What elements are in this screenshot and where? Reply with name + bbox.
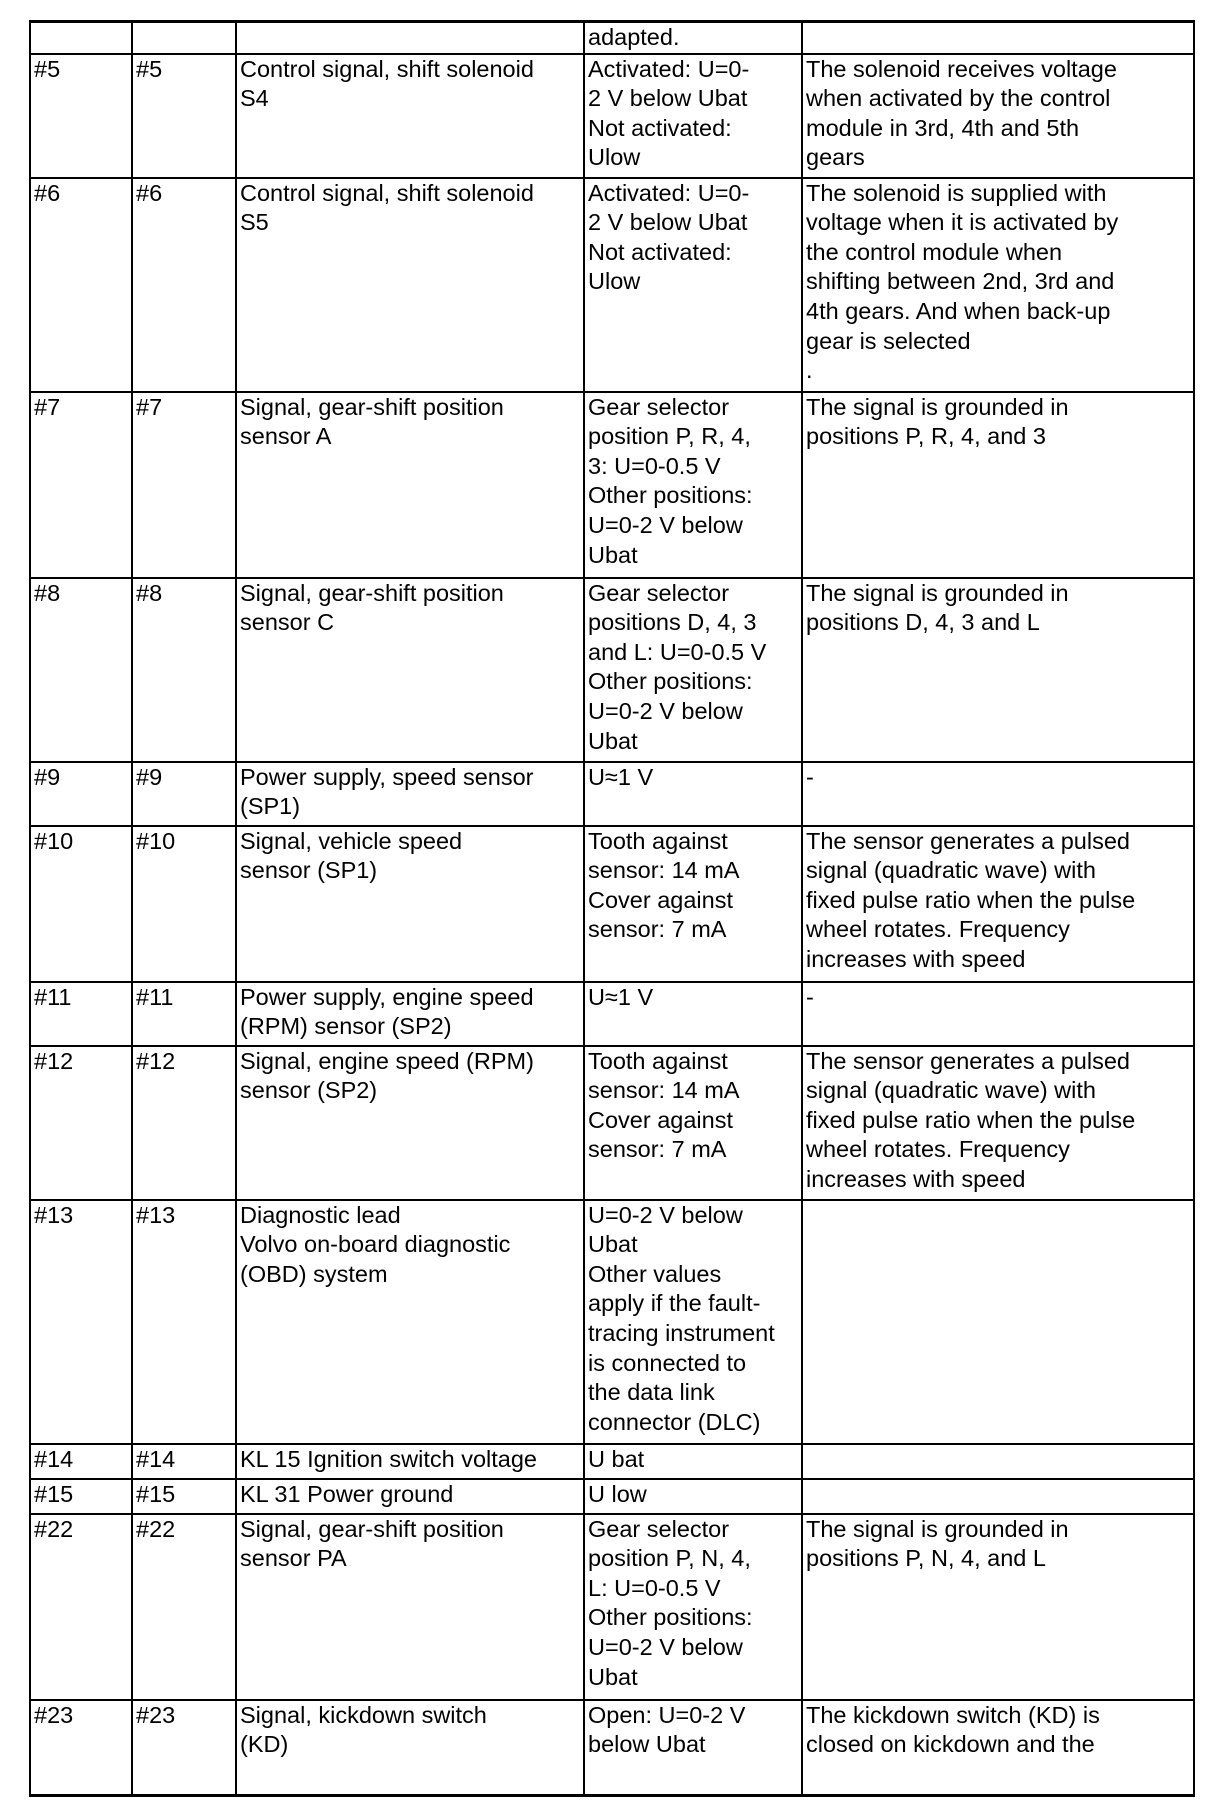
pin-cell: #14	[132, 1444, 236, 1479]
comment-cell	[802, 1444, 1194, 1479]
pin-cell: #10	[30, 826, 132, 982]
value-cell: U≈1 V	[584, 982, 802, 1046]
function-cell: Power supply, speed sensor (SP1)	[236, 762, 584, 826]
value-cell: Gear selector positions D, 4, 3 and L: U=0-0.5 V Other positions: U=0-2 V below Ubat	[584, 578, 802, 762]
pin-cell: #13	[132, 1200, 236, 1444]
value-cell: Open: U=0-2 V below Ubat	[584, 1700, 802, 1796]
value-cell: U low	[584, 1479, 802, 1514]
pin-specification-table	[29, 20, 1195, 1797]
pin-cell: #12	[132, 1046, 236, 1200]
function-cell: KL 31 Power ground	[236, 1479, 584, 1514]
function-cell: Diagnostic lead Volvo on-board diagnostic (OBD) system	[236, 1200, 584, 1444]
value-cell: Activated: U=0- 2 V below Ubat Not activated: Ulow	[584, 54, 802, 178]
value-cell: U≈1 V	[584, 762, 802, 826]
table-row	[30, 762, 1194, 826]
comment-cell: The solenoid receives voltage when activated by the control module in 3rd, 4th and 5th gears	[802, 54, 1194, 178]
function-cell: Control signal, shift solenoid S5	[236, 178, 584, 392]
function-cell: Control signal, shift solenoid S4	[236, 54, 584, 178]
function-cell: KL 15 Ignition switch voltage	[236, 1444, 584, 1479]
comment-cell	[802, 22, 1194, 54]
table-row	[30, 1514, 1194, 1700]
pin-cell: #23	[30, 1700, 132, 1796]
function-cell: Signal, gear-shift position sensor C	[236, 578, 584, 762]
comment-cell: -	[802, 982, 1194, 1046]
value-cell: Gear selector position P, N, 4, L: U=0-0.5 V Other positions: U=0-2 V below Ubat	[584, 1514, 802, 1700]
pin-cell: #10	[132, 826, 236, 982]
pin-cell: #7	[30, 392, 132, 578]
table-row	[30, 22, 1194, 54]
value-cell: U bat	[584, 1444, 802, 1479]
function-cell: Signal, kickdown switch (KD)	[236, 1700, 584, 1796]
table-row	[30, 826, 1194, 982]
pin-cell	[30, 22, 132, 54]
pin-cell: #14	[30, 1444, 132, 1479]
pin-cell: #8	[132, 578, 236, 762]
pin-cell: #13	[30, 1200, 132, 1444]
pin-cell: #7	[132, 392, 236, 578]
pin-cell: #22	[30, 1514, 132, 1700]
table-row	[30, 578, 1194, 762]
value-cell: Gear selector position P, R, 4, 3: U=0-0.5 V Other positions: U=0-2 V below Ubat	[584, 392, 802, 578]
comment-cell	[802, 1479, 1194, 1514]
table-row	[30, 54, 1194, 178]
pin-cell: #5	[132, 54, 236, 178]
value-cell: Tooth against sensor: 14 mA Cover against sensor: 7 mA	[584, 1046, 802, 1200]
pin-cell: #6	[30, 178, 132, 392]
value-cell: U=0-2 V below Ubat Other values apply if the fault- tracing instrument is connected to the data link connector (DLC)	[584, 1200, 802, 1444]
pin-cell: #15	[30, 1479, 132, 1514]
pin-cell: #23	[132, 1700, 236, 1796]
pin-cell: #12	[30, 1046, 132, 1200]
function-cell: Power supply, engine speed (RPM) sensor (SP2)	[236, 982, 584, 1046]
comment-cell: The kickdown switch (KD) is closed on kickdown and the	[802, 1700, 1194, 1796]
comment-cell: The solenoid is supplied with voltage when it is activated by the control module when shifting between 2nd, 3rd and 4th gears. And when back-up gear is selected .	[802, 178, 1194, 392]
value-cell: Activated: U=0- 2 V below Ubat Not activated: Ulow	[584, 178, 802, 392]
table-row	[30, 1700, 1194, 1796]
pin-cell: #5	[30, 54, 132, 178]
pin-cell: #22	[132, 1514, 236, 1700]
pin-cell: #11	[30, 982, 132, 1046]
comment-cell: The signal is grounded in positions P, N, 4, and L	[802, 1514, 1194, 1700]
function-cell: Signal, gear-shift position sensor A	[236, 392, 584, 578]
function-cell: Signal, gear-shift position sensor PA	[236, 1514, 584, 1700]
comment-cell: -	[802, 762, 1194, 826]
comment-cell: The signal is grounded in positions P, R, 4, and 3	[802, 392, 1194, 578]
table-row	[30, 982, 1194, 1046]
pin-cell: #9	[30, 762, 132, 826]
table-row	[30, 392, 1194, 578]
pin-cell: #6	[132, 178, 236, 392]
table-row	[30, 1479, 1194, 1514]
pin-cell: #9	[132, 762, 236, 826]
pin-cell: #11	[132, 982, 236, 1046]
comment-cell: The sensor generates a pulsed signal (quadratic wave) with fixed pulse ratio when the pulse wheel rotates. Frequency increases with speed	[802, 1046, 1194, 1200]
table-row	[30, 1444, 1194, 1479]
table-row	[30, 1200, 1194, 1444]
value-cell: Tooth against sensor: 14 mA Cover against sensor: 7 mA	[584, 826, 802, 982]
table-row	[30, 1046, 1194, 1200]
comment-cell	[802, 1200, 1194, 1444]
function-cell	[236, 22, 584, 54]
function-cell: Signal, engine speed (RPM) sensor (SP2)	[236, 1046, 584, 1200]
comment-cell: The sensor generates a pulsed signal (quadratic wave) with fixed pulse ratio when the pulse wheel rotates. Frequency increases with speed	[802, 826, 1194, 982]
table-row	[30, 178, 1194, 392]
pin-cell: #15	[132, 1479, 236, 1514]
value-cell: adapted.	[584, 22, 802, 54]
pin-cell: #8	[30, 578, 132, 762]
function-cell: Signal, vehicle speed sensor (SP1)	[236, 826, 584, 982]
comment-cell: The signal is grounded in positions D, 4, 3 and L	[802, 578, 1194, 762]
pin-cell	[132, 22, 236, 54]
